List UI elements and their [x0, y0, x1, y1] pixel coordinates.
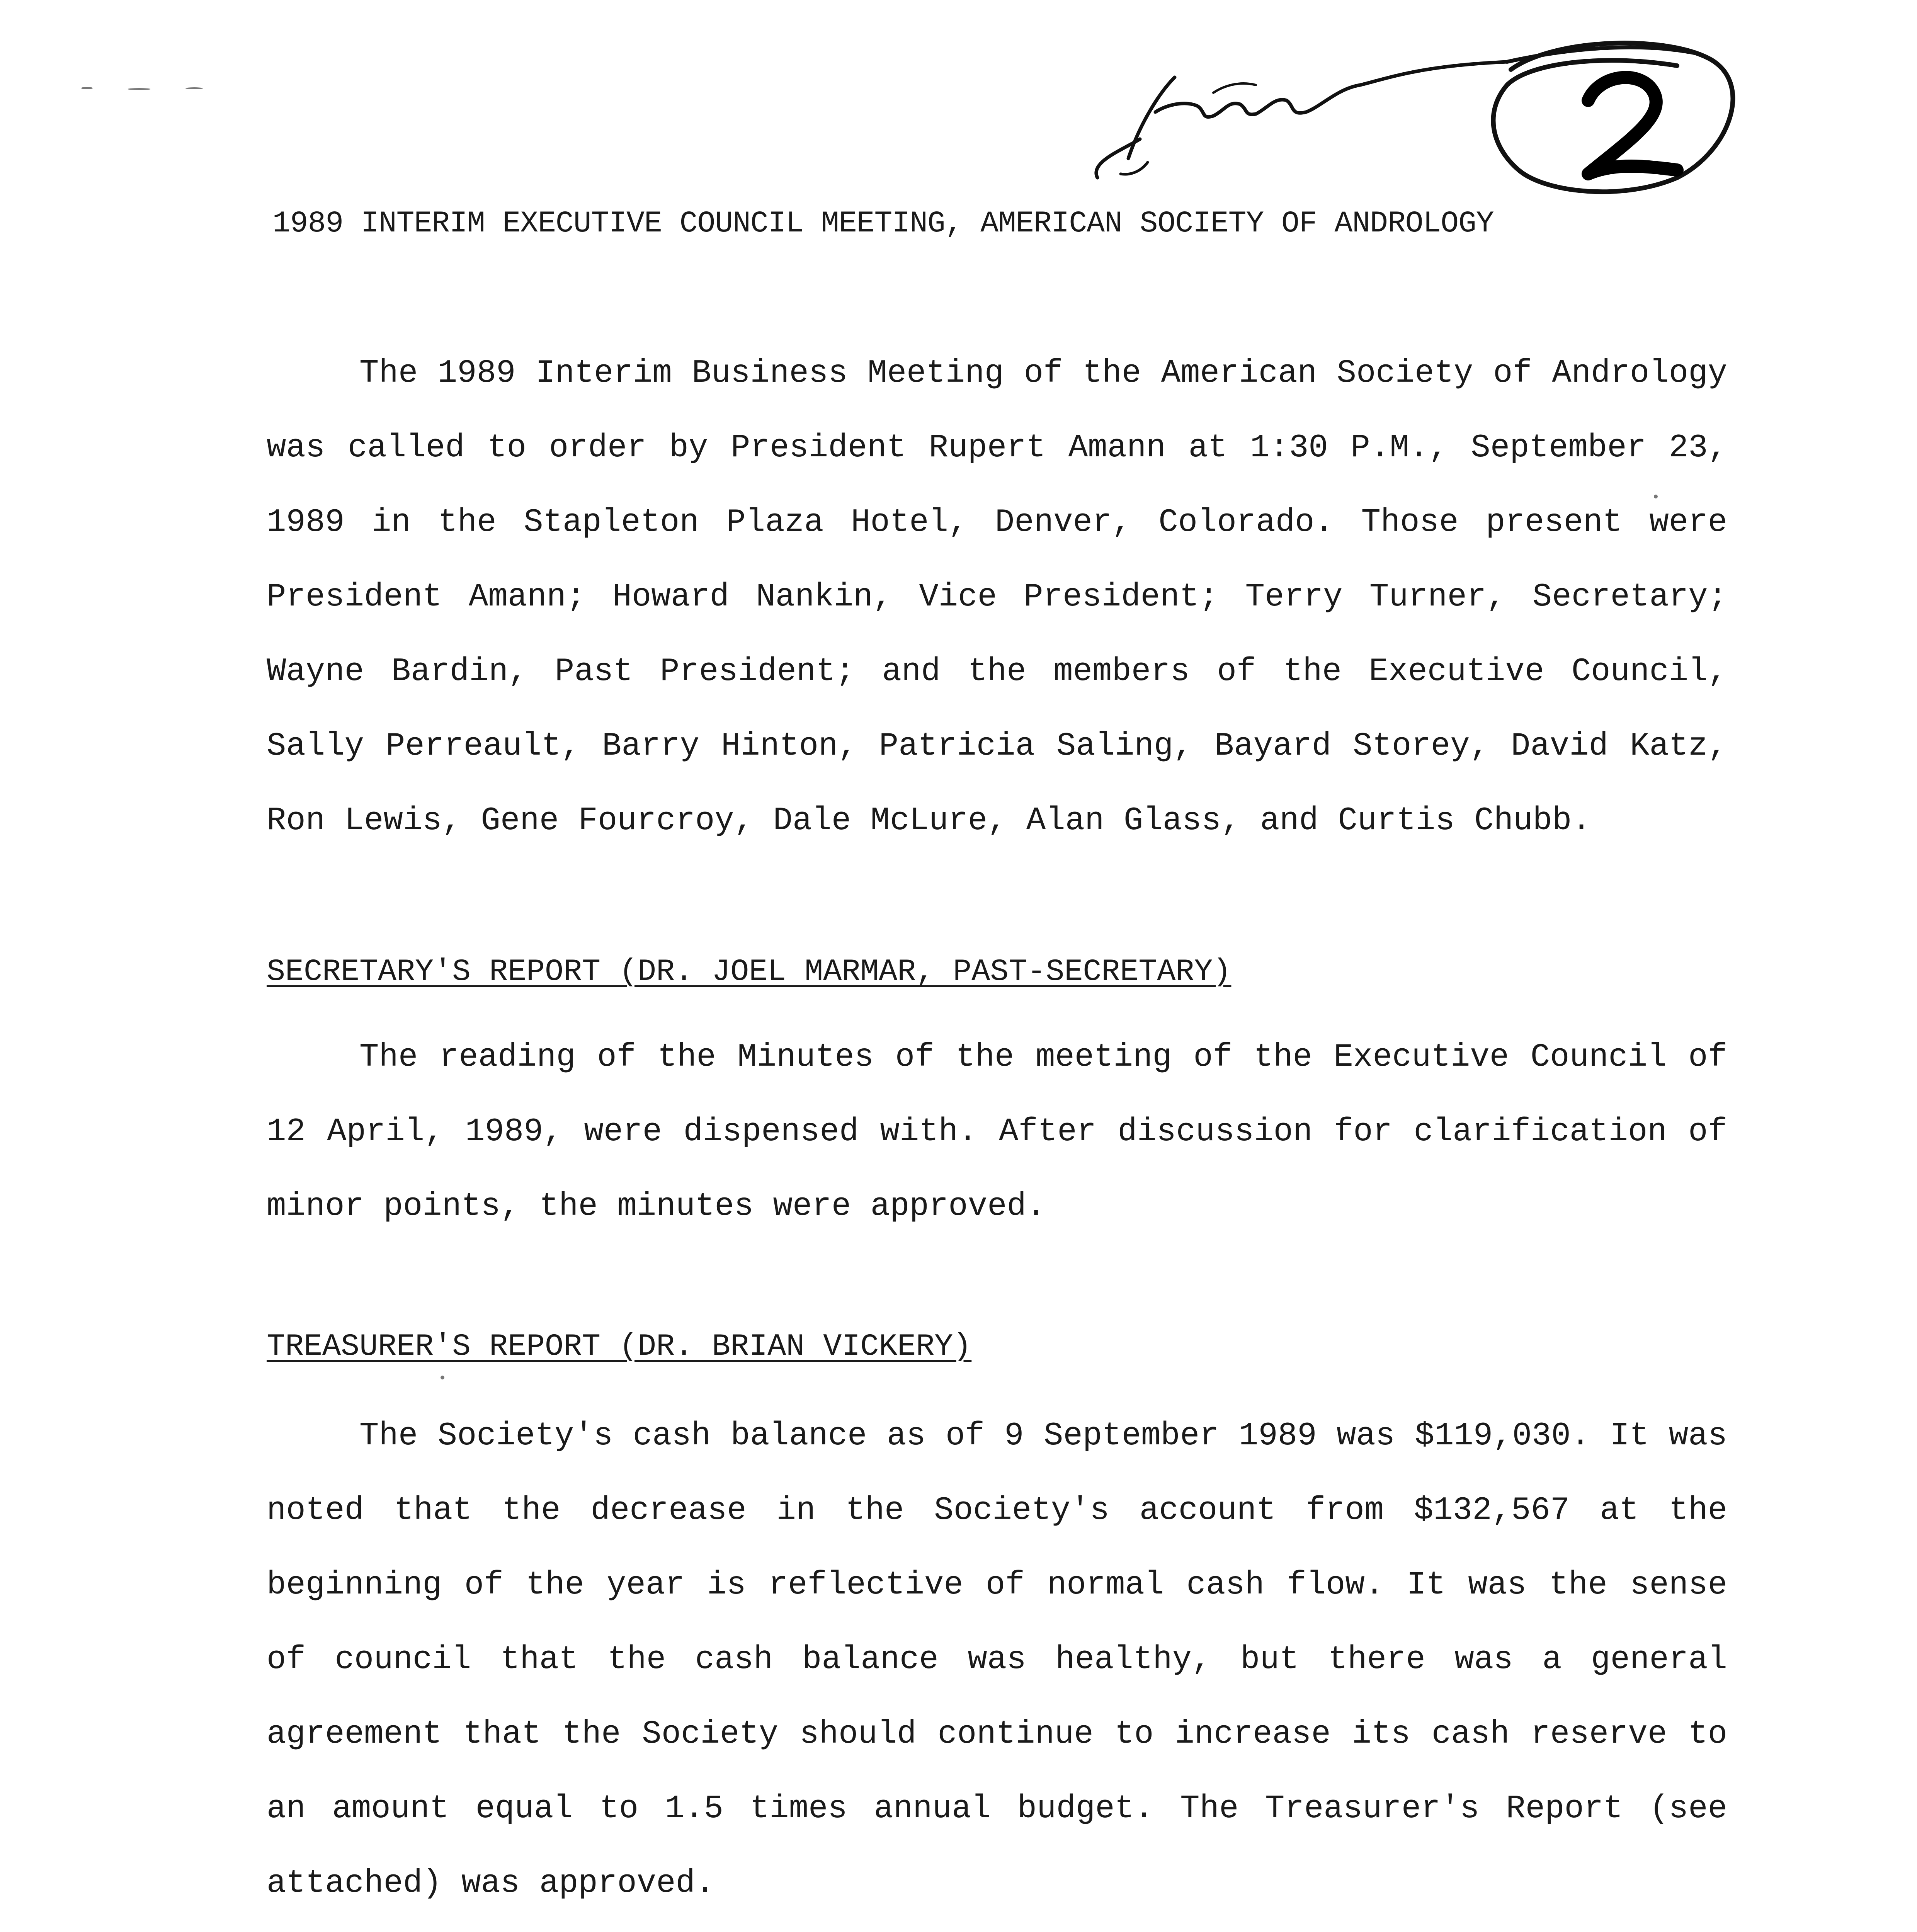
document-title: 1989 INTERIM EXECUTIVE COUNCIL MEETING, AMERICAN SOCIETY OF ANDROLOGY: [272, 207, 1494, 241]
scan-mark: [441, 1376, 444, 1379]
secretary-report-text: The reading of the Minutes of the meeting of the Executive Council of 12 April, 1989, were dispensed with. After discussion for clarification of minor points, the minutes were approved.: [267, 1039, 1727, 1225]
intro-paragraph: [267, 336, 1727, 858]
secretary-report-body: [267, 1020, 1727, 1244]
secretary-report-heading: SECRETARY'S REPORT (DR. JOEL MARMAR, PAST-SECRETARY): [267, 954, 1232, 990]
treasurer-report-text: The Society's cash balance as of 9 September 1989 was $119,030. It was noted that the decrease in the Society's account from $132,567 at the beginning of the year is reflective of normal cash flow. It was the sense of council that the cash balance was healthy, but there was a general agreement that the Society should continue to increase its cash reserve to an amount equal to 1.5 times annual budget. The Treasurer's Report (see attached) was approved.: [267, 1418, 1727, 1902]
treasurer-report-heading: TREASURER'S REPORT (DR. BRIAN VICKERY): [267, 1329, 972, 1364]
intro-paragraph-text: The 1989 Interim Business Meeting of the American Society of Andrology was called to order by President Rupert Amann at 1:30 P.M., September 23, 1989 in the Stapleton Plaza Hotel, Denver, Colorado. Those present were President Amann; Howard Nankin, Vice President; Terry Turner, Secretary; Wayne Bardin, Past President; and the members of the Executive Council, Sally Perreault, Barry Hinton, Patricia Saling, Bayard Storey, David Katz, Ron Lewis, Gene Fourcroy, Dale McLure, Alan Glass, and Curtis Chubb.: [267, 355, 1727, 839]
scan-mark: [185, 87, 203, 89]
scan-mark: [1654, 495, 1658, 498]
scan-mark: [128, 88, 151, 90]
treasurer-report-body: [267, 1399, 1727, 1921]
handwritten-signature: [1074, 23, 1770, 216]
circled-number-two: [1588, 78, 1677, 174]
scan-mark: [81, 87, 93, 89]
